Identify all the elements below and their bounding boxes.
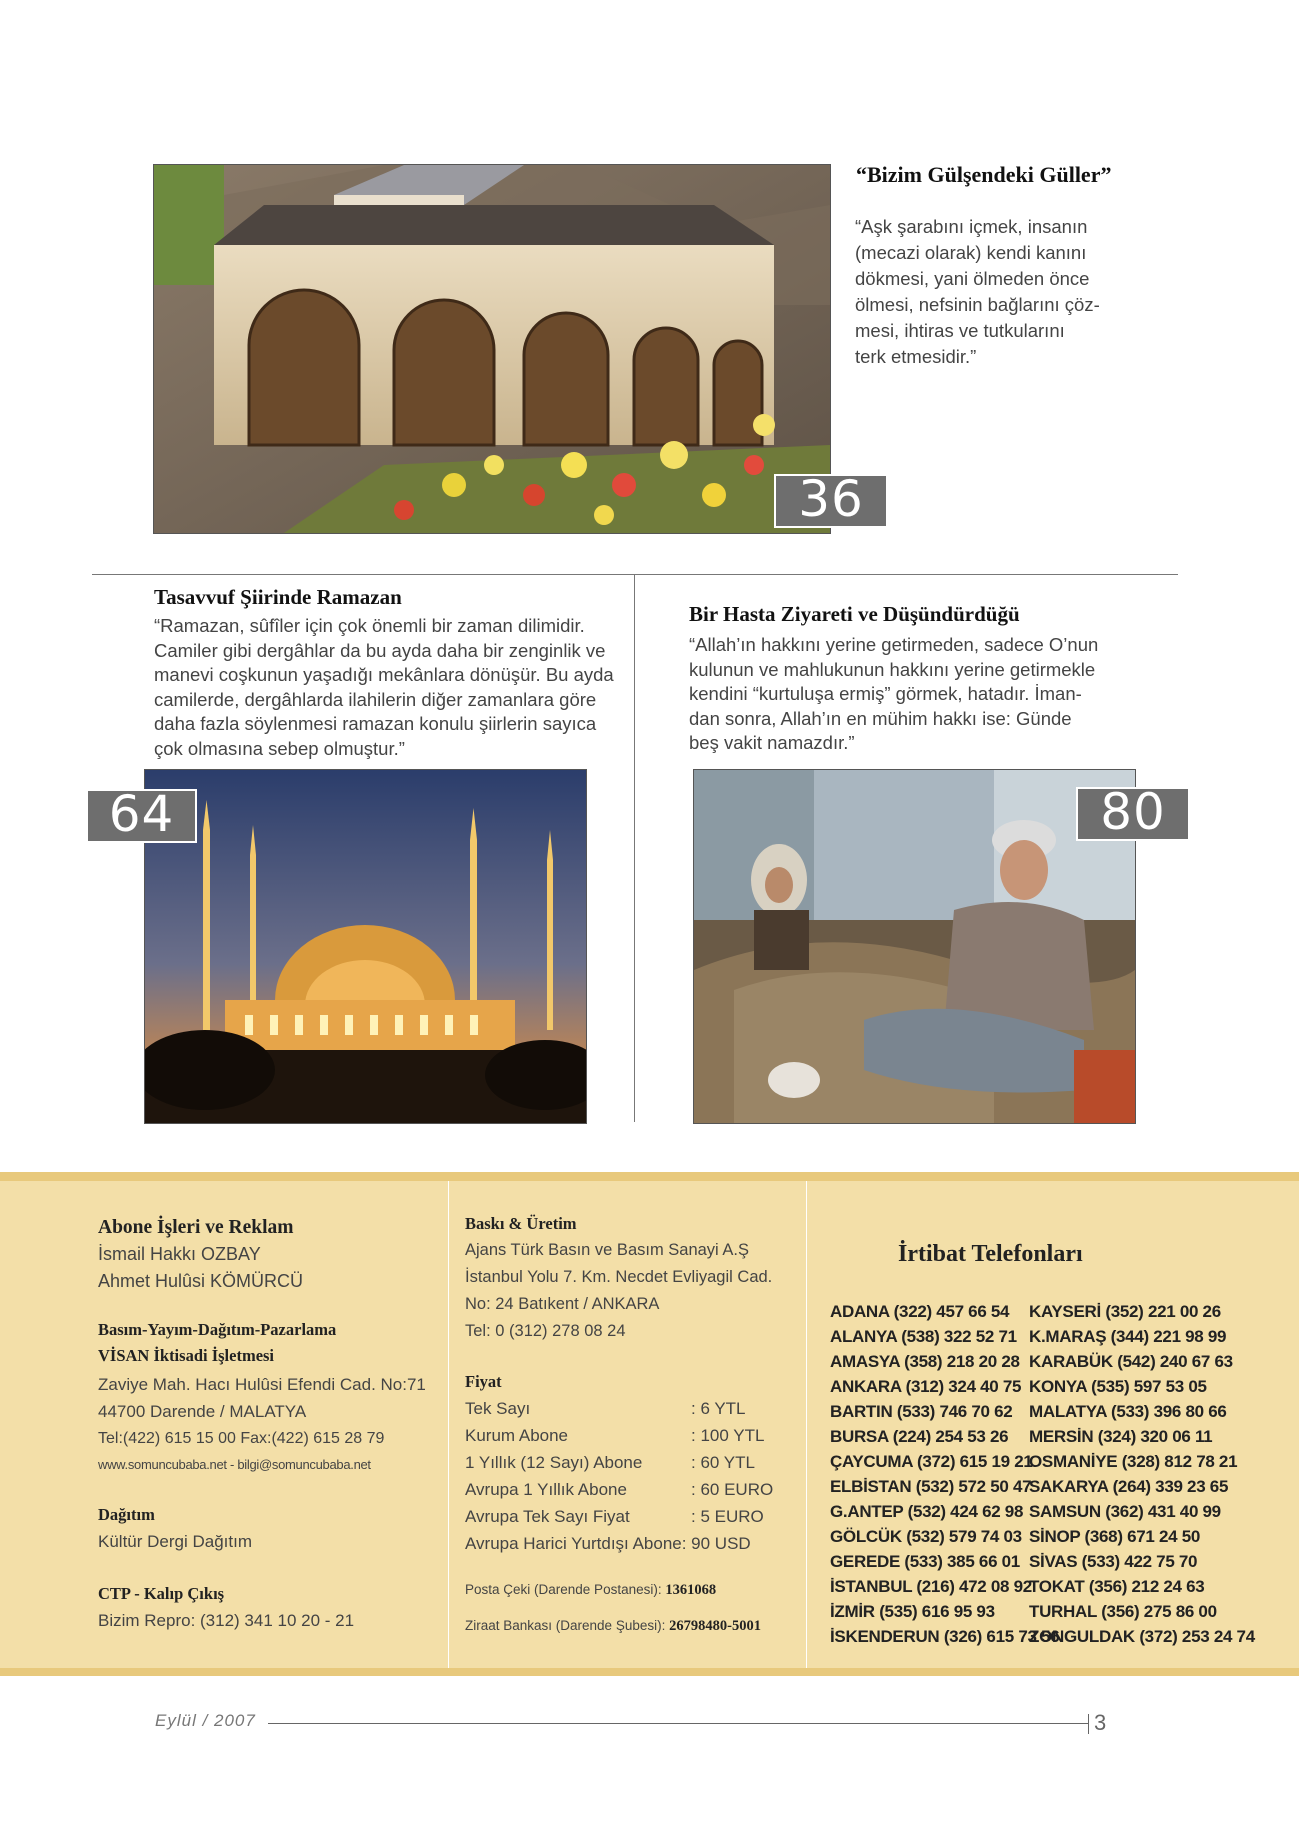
contact-phone: OSMANİYE (328) 812 78 21 [1029,1452,1238,1471]
contact-phone: SAMSUN (362) 431 40 99 [1029,1502,1221,1521]
contact-phone: SİVAS (533) 422 75 70 [1029,1552,1198,1571]
distribution-heading: Dağıtım [98,1505,155,1524]
publisher-org: VİSAN İktisadi İşletmesi [98,1346,275,1365]
contact-phone: KAYSERİ (352) 221 00 26 [1029,1302,1221,1321]
article-title-hasta-ziyareti: Bir Hasta Ziyareti ve Düşündürdüğü [689,602,1020,626]
page-badge-64: 64 [86,789,197,843]
ctp-heading: CTP - Kalıp Çıkış [98,1584,225,1603]
contact-phone: BURSA (224) 254 53 26 [830,1427,1009,1446]
mosque-illustration [145,770,586,1123]
price-label: Avrupa 1 Yıllık Abone [465,1480,627,1499]
text-line: “Aşk şarabını içmek, insanın [855,216,1088,237]
contact-phone: ZONGULDAK (372) 253 24 74 [1029,1627,1255,1646]
page-badge-80: 80 [1076,787,1190,841]
price-row [465,1422,805,1449]
contact-phone: MERSİN (324) 320 06 11 [1029,1427,1213,1446]
subscriptions-name: İsmail Hakkı OZBAY [98,1244,261,1264]
text-line: çok olmasına sebep olmuştur.” [154,737,405,759]
article-excerpt-ramazan [154,614,624,761]
ctp-value: Bizim Repro: (312) 341 10 20 - 21 [98,1611,355,1630]
text-line: manevi coşkunun yaşadığı mekânlara dönüşür. Bu ayda [154,664,614,685]
contacts-list-right [1029,1299,1255,1649]
text-line: Camiler gibi dergâhlar da bu ayda daha bir zenginlik ve [154,639,606,661]
text-line: camilerde, dergâhlarda ilahilerin diğer zamanlara göre [154,688,597,710]
publisher-phone-fax: Tel:(422) 615 15 00 Fax:(422) 615 28 79 [98,1430,385,1447]
article-excerpt-gulsen [855,214,1275,370]
posta-ceki [465,1577,805,1603]
printing-line: İstanbul Yolu 7. Km. Necdet Evliyagil Cad. [465,1268,773,1286]
contact-phone: GEREDE (533) 385 66 01 [830,1552,1020,1571]
price-row [465,1476,805,1503]
contact-phone: K.MARAŞ (344) 221 98 99 [1029,1327,1227,1346]
price-label: Avrupa Tek Sayı Fiyat [465,1507,630,1526]
printing-heading: Baskı & Üretim [465,1214,577,1233]
article-excerpt-hasta-ziyareti [689,633,1169,756]
contact-phone: İZMİR (535) 616 95 93 [830,1602,995,1621]
distribution-value: Kültür Dergi Dağıtım [98,1532,252,1551]
subscriptions-name: Ahmet Hulûsi KÖMÜRCÜ [98,1271,304,1291]
text-line: beş vakit namazdır.” [689,732,855,753]
section-divider [92,574,1178,575]
ziraat-label: Ziraat Bankası (Darende Şubesi): [465,1618,670,1633]
info-column-divider [806,1181,807,1668]
photo-patient-visit [693,769,1136,1124]
article-title-ramazan: Tasavvuf Şiirinde Ramazan [154,585,402,609]
page-number: 3 [1094,1710,1107,1735]
price-table [465,1395,805,1557]
price-abroad: Avrupa Harici Yurtdışı Abone: 90 USD [465,1534,751,1553]
text-line: “Allah’ın hakkını yerine getirmeden, sadece O’nun [689,634,1099,655]
info-band-top-edge [0,1172,1299,1181]
text-line: ölmesi, nefsinin bağlarını çöz- [855,294,1100,315]
price-label: Tek Sayı [465,1399,531,1418]
info-band-bottom-edge [0,1668,1299,1676]
price-row [465,1395,805,1422]
text-line: (mecazi olarak) kendi kanını [855,242,1087,263]
contact-phone: GÖLCÜK (532) 579 74 03 [830,1527,1022,1546]
text-line: daha fazla söylenmesi ramazan konulu şiirlerin sayıca [154,713,597,734]
price-row [465,1503,805,1530]
publisher-heading: Basım-Yayım-Dağıtım-Pazarlama [98,1320,337,1339]
contact-phone: SAKARYA (264) 339 23 65 [1029,1477,1229,1496]
price-value: : 5 EURO [691,1507,764,1526]
column-divider [634,574,635,1122]
contacts-list-left [830,1299,1060,1649]
contact-phone: ALANYA (538) 322 52 71 [830,1327,1017,1346]
contact-phone: ELBİSTAN (532) 572 50 47 [830,1477,1032,1496]
contact-phone: ADANA (322) 457 66 54 [830,1302,1010,1321]
info-column-subscriptions [98,1214,443,1634]
contact-phone: İSKENDERUN (326) 615 73 56 [830,1627,1060,1646]
photo-dergah-garden [153,164,831,534]
posta-ceki-label: Posta Çeki (Darende Postanesi): [465,1582,666,1597]
footer-issue: Eylül / 2007 [155,1711,256,1730]
price-label: 1 Yıllık (12 Sayı) Abone [465,1453,643,1472]
contact-phone: KONYA (535) 597 53 05 [1029,1377,1207,1396]
publisher-address: Zaviye Mah. Hacı Hulûsi Efendi Cad. No:71 [98,1375,426,1394]
visit-illustration [694,770,1135,1123]
contact-phone: ÇAYCUMA (372) 615 19 21 [830,1452,1033,1471]
text-line: dökmesi, yani ölmeden önce [855,268,1090,289]
contact-phone: G.ANTEP (532) 424 62 98 [830,1502,1024,1521]
contacts-heading: İrtibat Telefonları [898,1241,1083,1267]
article-title-gulsen: “Bizim Gülşendeki Güller” [856,162,1112,187]
contact-phone: AMASYA (358) 218 20 28 [830,1352,1020,1371]
contact-phone: TOKAT (356) 212 24 63 [1029,1577,1205,1596]
subscriptions-heading: Abone İşleri ve Reklam [98,1217,294,1238]
footer-rule-cap [1088,1714,1089,1734]
price-value: : 100 YTL [691,1426,765,1445]
ziraat-number: 26798480-5001 [669,1618,761,1634]
printing-line: Tel: 0 (312) 278 08 24 [465,1322,626,1340]
posta-ceki-number: 1361068 [665,1582,717,1598]
contact-phone: ANKARA (312) 324 40 75 [830,1377,1022,1396]
info-column-printing [465,1211,805,1639]
photo-mosque-night [144,769,587,1124]
text-line: “Ramazan, sûfîler için çok önemli bir zaman dilimidir. [154,615,585,636]
ziraat-account [465,1613,805,1639]
contact-phone: MALATYA (533) 396 80 66 [1029,1402,1227,1421]
info-column-divider [448,1181,449,1668]
publisher-address: 44700 Darende / MALATYA [98,1402,307,1421]
printing-line: No: 24 Batıkent / ANKARA [465,1295,660,1313]
contact-phone: KARABÜK (542) 240 67 63 [1029,1352,1233,1371]
price-label: Kurum Abone [465,1426,569,1445]
price-row [465,1449,805,1476]
price-heading: Fiyat [465,1372,502,1391]
printing-line: Ajans Türk Basın ve Basım Sanayi A.Ş [465,1241,749,1259]
text-line: kendini “kurtuluşa ermiş” görmek, hatadır. İman- [689,683,1082,704]
price-value: : 60 YTL [691,1453,755,1472]
page-badge-36: 36 [774,474,888,528]
contact-phone: İSTANBUL (216) 472 08 92 [830,1577,1032,1596]
dergah-illustration [154,165,830,533]
text-line: kulunun ve mahlukunun hakkını yerine getirmekle [689,658,1096,680]
price-value: : 6 YTL [691,1399,746,1418]
text-line: mesi, ihtiras ve tutkularını [855,320,1065,341]
publisher-web-email[interactable]: www.somuncubaba.net - bilgi@somuncubaba.net [98,1457,371,1472]
footer-rule [268,1723,1088,1724]
text-line: terk etmesidir.” [855,346,977,367]
contact-phone: SİNOP (368) 671 24 50 [1029,1527,1201,1546]
price-value: : 60 EURO [691,1480,774,1499]
contact-phone: TURHAL (356) 275 86 00 [1029,1602,1217,1621]
contact-phone: BARTIN (533) 746 70 62 [830,1402,1013,1421]
text-line: dan sonra, Allah’ın en mühim hakkı ise: Günde [689,707,1072,729]
